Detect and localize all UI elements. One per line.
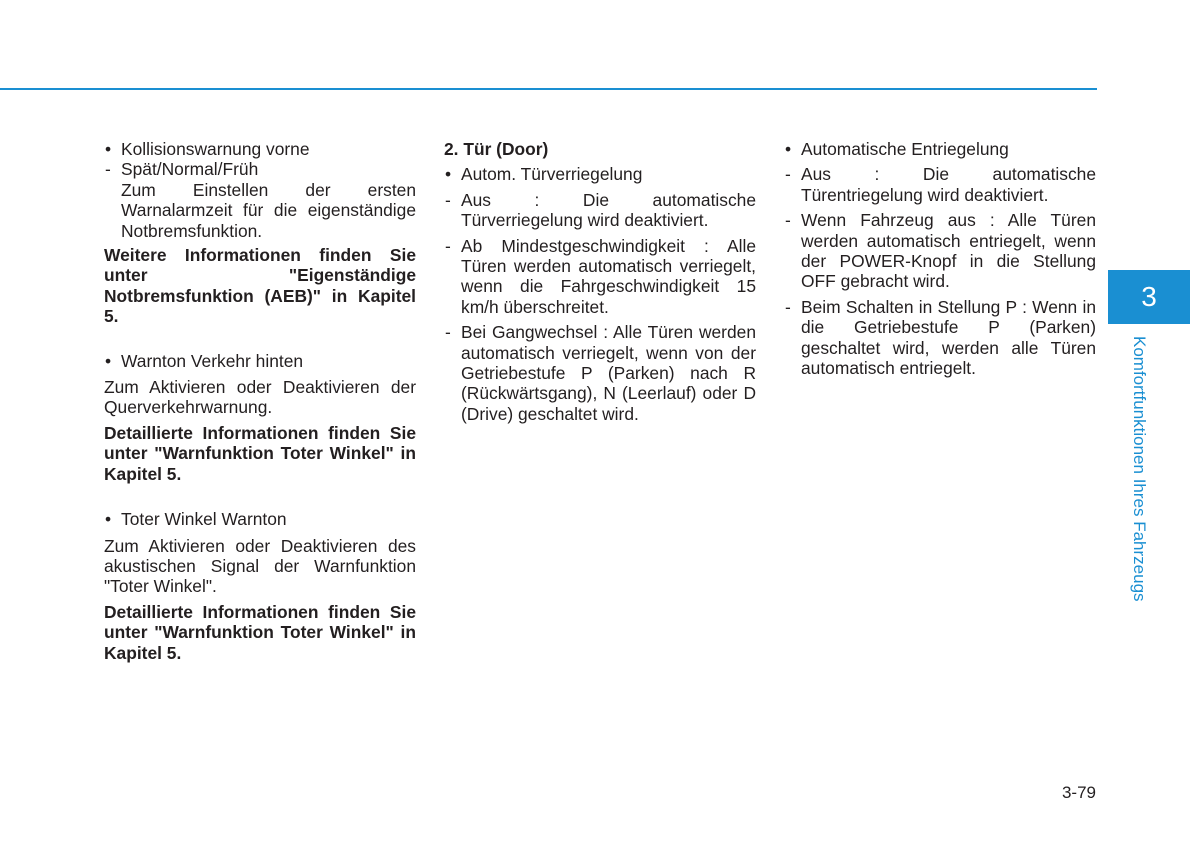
- reference-note: Detaillierte Informationen finden Sie unter "Warnfunktion Toter Winkel" in Kapitel 5.: [104, 422, 416, 484]
- dash-item: - Beim Schalten in Stellung P : Wenn in die Getriebestufe P (Parken) geschaltet wird, werden alle Türen automatisch entriegelt.: [784, 297, 1096, 379]
- bullet-item: • Automatische Entriegelung: [784, 139, 1096, 159]
- chapter-number-tab: 3: [1108, 270, 1190, 324]
- dash-item: - Ab Mindestgeschwindigkeit : Alle Türen werden automatisch verriegelt, wenn die Fahrgeschwindigkeit 15 km/h überschreitet.: [444, 236, 756, 318]
- description-text: Zum Aktivieren oder Deaktivieren der Querverkehrwarnung.: [104, 377, 416, 418]
- bullet-item: • Toter Winkel Warnton: [104, 509, 416, 529]
- dash-item: - Aus : Die automatische Türverriegelung wird deaktiviert.: [444, 190, 756, 231]
- bullet-item: • Autom. Türverriegelung: [444, 164, 756, 184]
- page-number: 3-79: [1061, 783, 1096, 802]
- dash-item: - Wenn Fahrzeug aus : Alle Türen werden automatisch entriegelt, wenn der POWER-Knopf in die Stellung OFF gebracht wird.: [784, 210, 1096, 292]
- column-middle: [444, 139, 756, 424]
- section-heading: 2. Tür (Door): [444, 139, 549, 159]
- dash-item: - Spät/Normal/Früh: [104, 159, 416, 179]
- reference-note: Detaillierte Informationen finden Sie unter "Warnfunktion Toter Winkel" in Kapitel 5.: [104, 601, 416, 663]
- dash-item: - Bei Gangwechsel : Alle Türen werden automatisch verriegelt, wenn von der Getriebestufe P (Parken) nach R (Rückwärtsgang), N (Leerlauf) oder D (Drive) geschaltet wird.: [444, 322, 756, 424]
- bullet-item: • Warnton Verkehr hinten: [104, 351, 416, 371]
- reference-note: Weitere Informationen finden Sie unter "Eigenständige Notbremsfunktion (AEB)" in Kapitel 5.: [104, 245, 416, 327]
- bullet-item: • Kollisionswarnung vorne: [104, 139, 416, 159]
- description-text: Zum Aktivieren oder Deaktivieren des akustischen Signal der Warnfunktion "Toter Winkel".: [104, 535, 416, 597]
- column-left: [104, 139, 416, 663]
- header-rule: [0, 88, 1097, 90]
- chapter-title: Komfortfunktionen Ihres Fahrzeugs: [1130, 336, 1149, 602]
- description-text: Zum Einstellen der ersten Warnalarmzeit für die eigenständige Notbremsfunktion.: [121, 179, 416, 241]
- column-right: [784, 139, 1096, 378]
- dash-item: - Aus : Die automatische Türentriegelung wird deaktiviert.: [784, 164, 1096, 205]
